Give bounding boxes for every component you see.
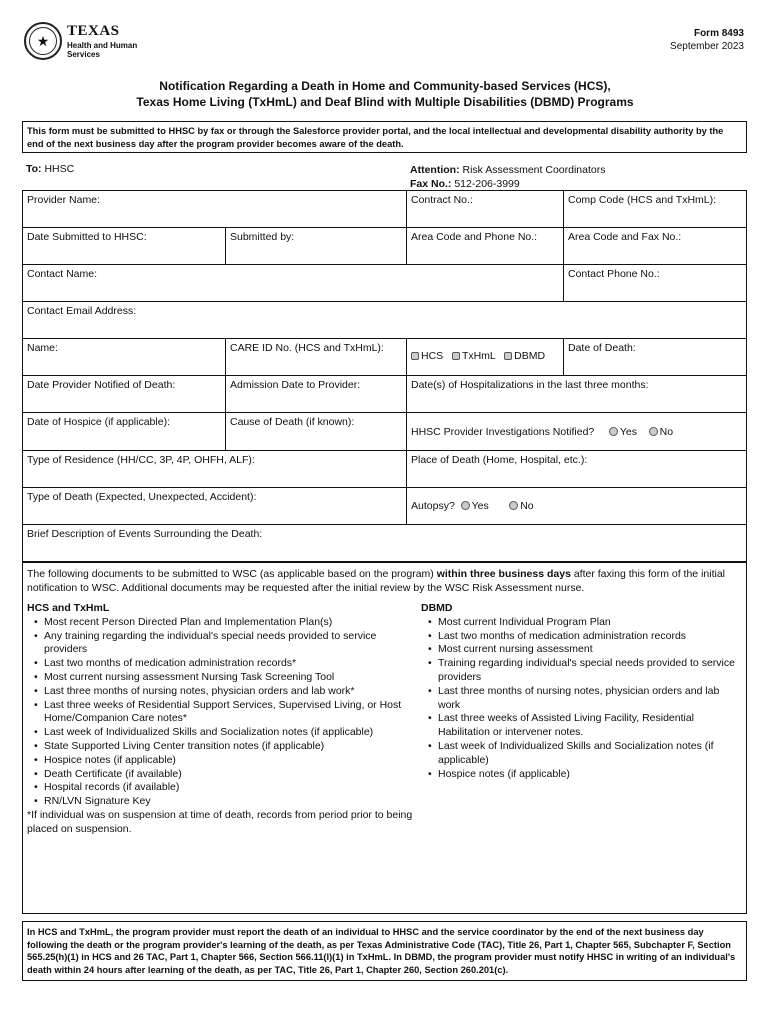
program-hcs-checkbox[interactable]: HCS [411, 350, 443, 362]
area-fax-field[interactable]: Area Code and Fax No.: [568, 231, 682, 243]
documents-intro: The following documents to be submitted to WSC (as applicable based on the program) within three business days after faxing this form of the initial notification to WSC. Additional documents may be requested after the initial review by the WSC Risk Assessment nurse. [27, 568, 725, 594]
hcs-txhml-column [27, 602, 421, 837]
provider-name-field[interactable]: Provider Name: [23, 191, 407, 227]
reporting-requirement-notice: In HCS and TxHmL, the program provider must report the death of an individual to HHSC and the service coordinator by the end of the next business day following the death or the program provider's learning of the death, as per Texas Administrative Code (TAC), Title 26, Part 1, Chapter 565, Subchapter F, Section 565.25(h)(1) in HCS and 26 TAC, Part 1, Chapter 566, Section 566.11(l)(1) in TxHmL. In DBMD, the program provider must notify HHSC in writing of an individual's death within 24 hours after learning of the death, as per TAC, Title 26, Part 1, Chapter 260, Section 260.201(c). [22, 921, 747, 981]
investigations-field: HHSC Provider Investigations Notified? Yes No [411, 426, 674, 438]
form-date: September 2023 [670, 41, 744, 52]
submitted-by-field[interactable]: Submitted by: [226, 228, 407, 264]
contact-email-field[interactable]: Contact Email Address: [27, 305, 137, 317]
to-value: HHSC [44, 163, 75, 175]
logo-name: TEXAS [67, 22, 120, 39]
fax-value: 512-206-3999 [454, 178, 520, 190]
hhs-logo [24, 22, 137, 60]
list-item: • Hospice notes (if applicable) [421, 768, 741, 782]
list-item: • Death Certificate (if available) [27, 768, 421, 782]
fax-label: Fax No.: [410, 178, 452, 190]
logo-subtitle-2: Services [67, 49, 100, 59]
attention-block [410, 163, 605, 191]
list-item: • Last two months of medication administration records* [27, 657, 421, 671]
texas-seal-icon: ★ [24, 22, 62, 60]
list-item: • Training regarding individual's special needs provided to service providers [421, 657, 741, 685]
suspension-footnote: *If individual was on suspension at time of death, records from period prior to being placed on suspension. [27, 808, 413, 835]
cause-of-death-field[interactable]: Cause of Death (if known): [226, 413, 407, 450]
list-item: • Hospital records (if available) [27, 781, 421, 795]
care-id-field[interactable]: CARE ID No. (HCS and TxHmL): [226, 339, 407, 375]
autopsy-no-radio[interactable]: No [509, 500, 533, 512]
date-submitted-field[interactable]: Date Submitted to HHSC: [23, 228, 226, 264]
comp-code-field[interactable]: Comp Code (HCS and TxHmL): [568, 194, 717, 206]
list-item: • Most current Individual Program Plan [421, 616, 741, 630]
list-item: • Hospice notes (if applicable) [27, 754, 421, 768]
attention-label: Attention: [410, 164, 460, 176]
list-item: • Any training regarding the individual's special needs provided to service providers [27, 630, 421, 658]
place-of-death-field[interactable]: Place of Death (Home, Hospital, etc.): [411, 454, 588, 466]
title-line-1: Notification Regarding a Death in Home and Community-based Services (HCS), [159, 79, 611, 93]
name-field[interactable]: Name: [23, 339, 226, 375]
hcs-document-list [27, 616, 421, 809]
form-number: Form 8493 [693, 28, 744, 39]
hospitalizations-field[interactable]: Date(s) of Hospitalizations in the last three months: [411, 379, 649, 391]
radio-icon [509, 501, 518, 510]
residence-type-field[interactable]: Type of Residence (HH/CC, 3P, 4P, OHFH, ALF): [23, 451, 407, 487]
list-item: • Last three weeks of Assisted Living Facility, Residential Habilitation or intervener notes. [421, 712, 741, 740]
logo-subtitle-1: Health and Human [67, 40, 138, 50]
list-item: • Most current nursing assessment Nursing Task Screening Tool [27, 671, 421, 685]
submission-notice: This form must be submitted to HHSC by fax or through the Salesforce provider portal, and the local intellectual and developmental disability authority by the end of the next business day after the program provider becomes aware of the death. [22, 121, 747, 153]
radio-icon [649, 427, 658, 436]
death-type-field[interactable]: Type of Death (Expected, Unexpected, Accident): [23, 488, 407, 524]
form-title [0, 78, 770, 110]
list-item: • Last three weeks of Residential Support Services, Supervised Living, or Host Home/Companion Care notes* [27, 699, 421, 727]
to-label: To: [26, 163, 42, 175]
program-dbmd-checkbox[interactable]: DBMD [504, 350, 545, 362]
title-line-2: Texas Home Living (TxHmL) and Deaf Blind with Multiple Disabilities (DBMD) Programs [136, 95, 634, 109]
radio-icon [461, 501, 470, 510]
program-txhml-checkbox[interactable]: TxHmL [452, 350, 495, 362]
contact-phone-field[interactable]: Contact Phone No.: [568, 268, 660, 280]
list-item: • Last three months of nursing notes, physician orders and lab work [421, 685, 741, 713]
attention-value: Risk Assessment Coordinators [462, 164, 606, 176]
contract-no-field[interactable]: Contract No.: [407, 191, 564, 227]
list-item: • State Supported Living Center transition notes (if applicable) [27, 740, 421, 754]
radio-icon [609, 427, 618, 436]
list-item: • Last two months of medication administration records [421, 630, 741, 644]
date-notified-field[interactable]: Date Provider Notified of Death: [23, 376, 226, 412]
form-fields-grid [22, 190, 747, 562]
hcs-heading: HCS and TxHmL [27, 602, 110, 614]
program-checkboxes [407, 339, 564, 375]
documents-section [22, 562, 747, 914]
checkbox-icon [452, 352, 460, 360]
date-of-death-field[interactable]: Date of Death: [568, 342, 636, 354]
list-item: • Last three months of nursing notes, physician orders and lab work* [27, 685, 421, 699]
to-line [26, 163, 74, 175]
brief-description-field[interactable]: Brief Description of Events Surrounding the Death: [27, 528, 263, 540]
admission-date-field[interactable]: Admission Date to Provider: [226, 376, 407, 412]
investigations-no-radio[interactable]: No [649, 426, 673, 438]
list-item: • Most current nursing assessment [421, 643, 741, 657]
list-item: • Last week of Individualized Skills and Socialization notes (if applicable) [421, 740, 741, 768]
date-hospice-field[interactable]: Date of Hospice (if applicable): [23, 413, 226, 450]
investigations-yes-radio[interactable]: Yes [609, 426, 637, 438]
dbmd-column [421, 602, 741, 837]
checkbox-icon [411, 352, 419, 360]
list-item: • RN/LVN Signature Key [27, 795, 421, 809]
autopsy-yes-radio[interactable]: Yes [461, 500, 489, 512]
area-phone-field[interactable]: Area Code and Phone No.: [407, 228, 564, 264]
dbmd-heading: DBMD [421, 602, 453, 614]
form-number-block [670, 27, 744, 53]
list-item: • Most recent Person Directed Plan and Implementation Plan(s) [27, 616, 421, 630]
contact-name-field[interactable]: Contact Name: [23, 265, 564, 301]
autopsy-field: Autopsy? Yes No [411, 500, 534, 512]
checkbox-icon [504, 352, 512, 360]
dbmd-document-list [421, 616, 741, 782]
list-item: • Last week of Individualized Skills and Socialization notes (if applicable) [27, 726, 421, 740]
